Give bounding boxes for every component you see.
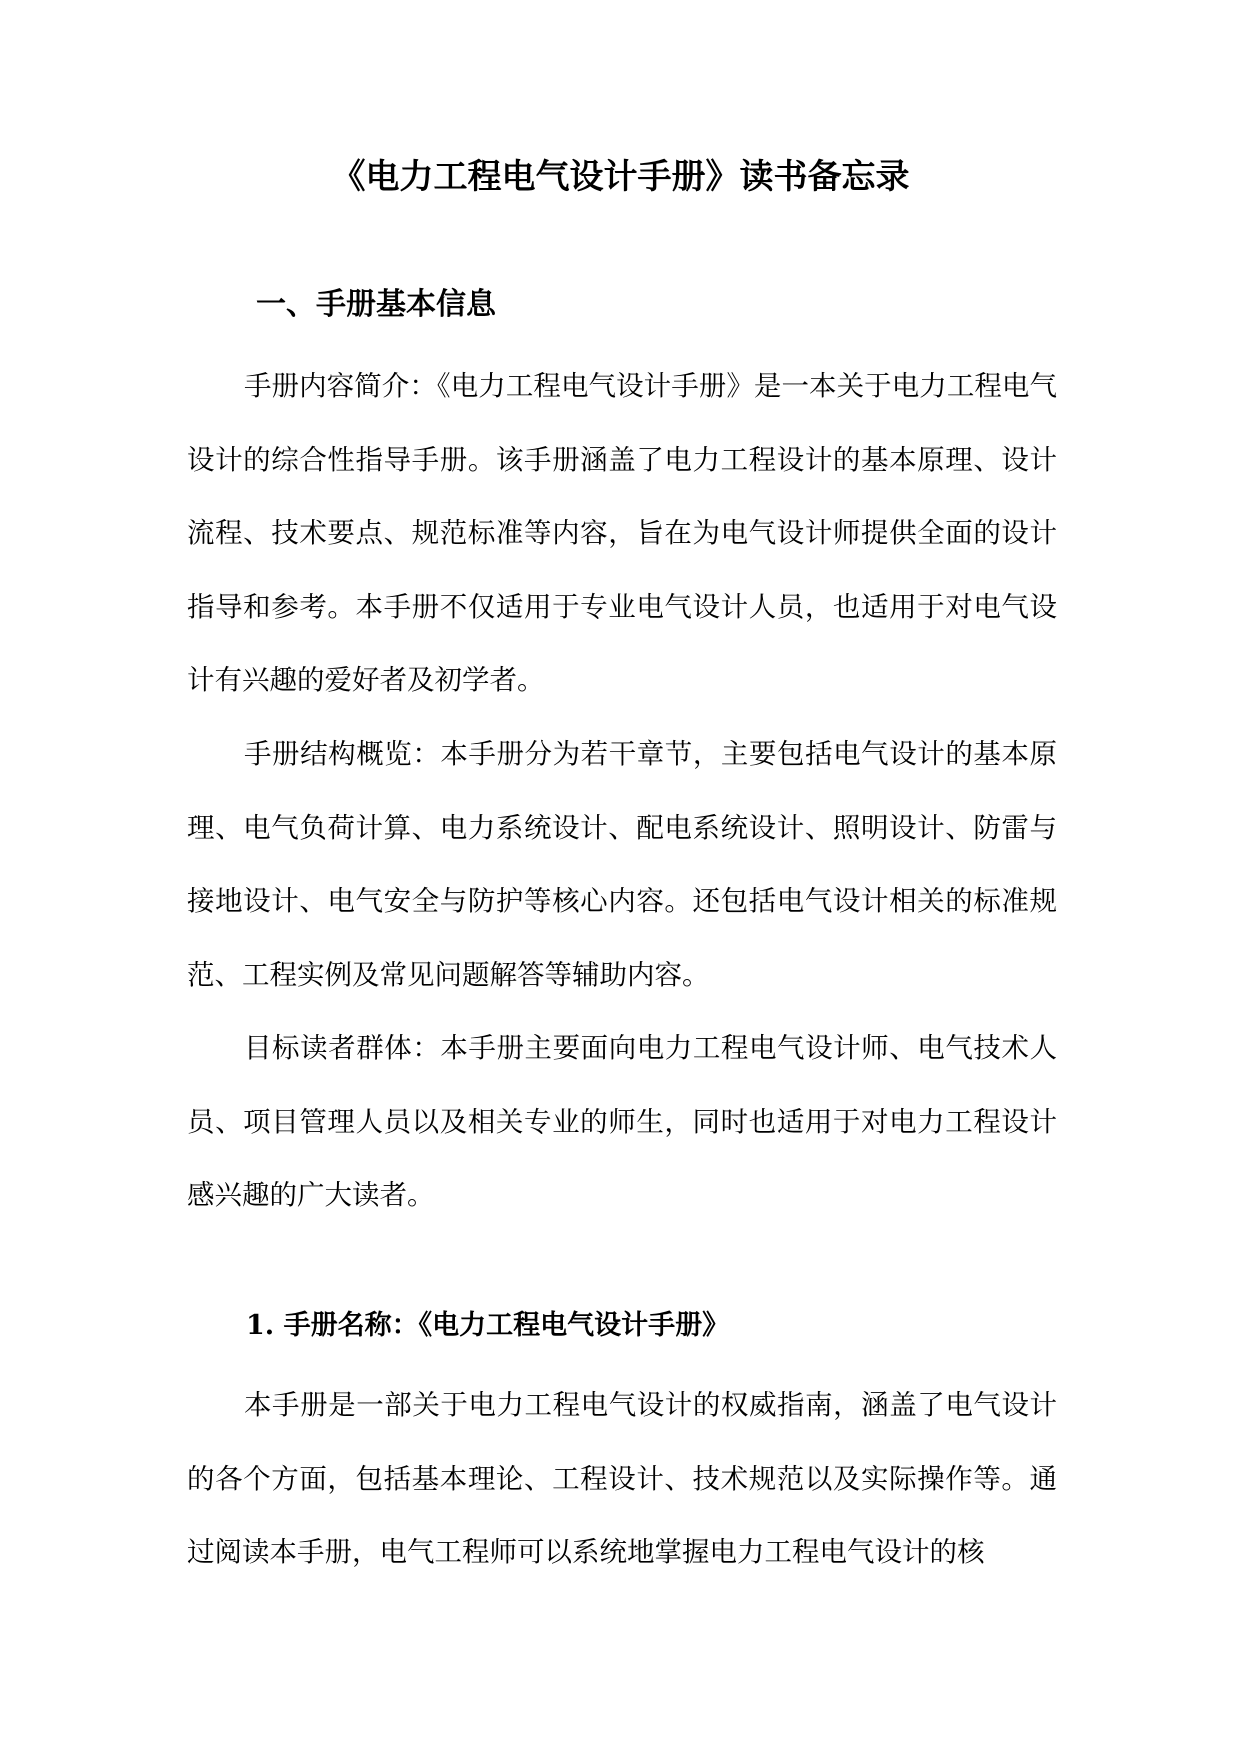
subsection-heading-manual-name: 1. 手册名称：《电力工程电气设计手册》	[246, 1310, 730, 1341]
paragraph-target-readers: 目标读者群体：本手册主要面向电力工程电气设计师、电气技术人员、项目管理人员以及相关专业的师生，同时也适用于对电力工程设计感兴趣的广大读者。	[187, 1032, 1057, 1211]
paragraph-manual-description: 本手册是一部关于电力工程电气设计的权威指南，涵盖了电气设计的各个方面，包括基本理论、工程设计、技术规范以及实际操作等。通过阅读本手册，电气工程师可以系统地掌握电力工程电气设计的核	[187, 1389, 1057, 1568]
document-title: 《电力工程电气设计手册》读书备忘录	[331, 157, 910, 197]
paragraph-content-summary: 手册内容简介：《电力工程电气设计手册》是一本关于电力工程电气设计的综合性指导手册。该手册涵盖了电力工程设计的基本原理、设计流程、技术要点、规范标准等内容，旨在为电气设计师提供全面的设计指导和参考。本手册不仅适用于专业电气设计人员，也适用于对电气设计有兴趣的爱好者及初学者。	[187, 370, 1057, 696]
section-heading-basic-info: 一、手册基本信息	[256, 287, 496, 322]
paragraph-structure-overview: 手册结构概览：本手册分为若干章节，主要包括电气设计的基本原理、电气负荷计算、电力系统设计、配电系统设计、照明设计、防雷与接地设计、电气安全与防护等核心内容。还包括电气设计相关的标准规范、工程实例及常见问题解答等辅助内容。	[187, 738, 1057, 991]
